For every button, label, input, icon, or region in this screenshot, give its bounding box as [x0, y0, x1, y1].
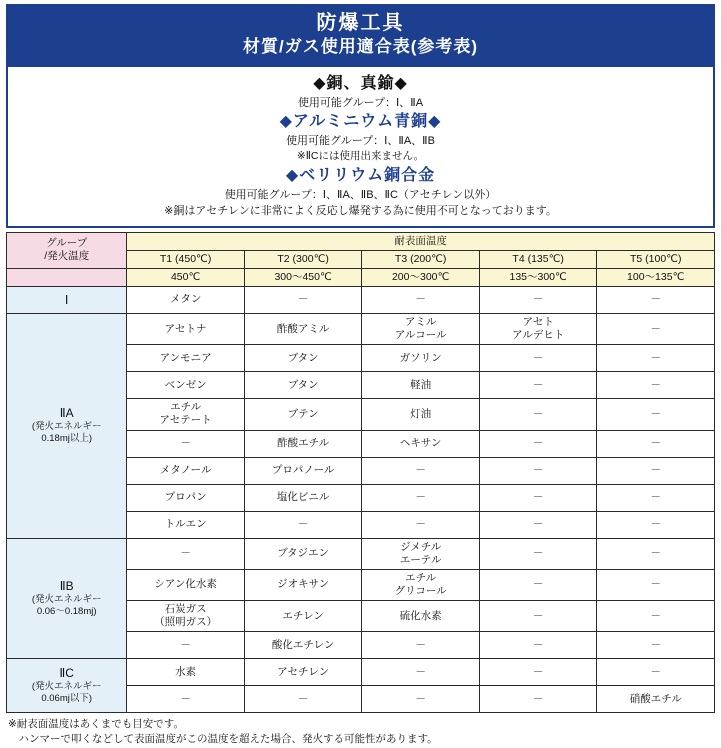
footer-notes [6, 717, 715, 747]
data-cell: ガソリン [362, 345, 480, 372]
data-cell: アセト アルデヒト [479, 314, 597, 345]
header-subtitle: 材質/ガス使用適合表(参考表) [242, 37, 479, 56]
data-cell: 酸化エチレン [244, 632, 362, 659]
data-cell: － [597, 457, 715, 484]
data-cell: ジオキサン [244, 569, 362, 600]
temp-class-header-1: T1 (450℃) [127, 250, 245, 268]
table-row [7, 287, 715, 314]
header-title: 防爆工具 [316, 12, 405, 34]
data-cell: － [127, 632, 245, 659]
data-cell: － [362, 484, 480, 511]
data-cell: － [244, 511, 362, 538]
temp-range-header-5: 100〜135℃ [597, 268, 715, 286]
data-cell: － [597, 511, 715, 538]
data-cell: 酢酸アミル [244, 314, 362, 345]
data-cell: － [362, 686, 480, 713]
data-cell: － [597, 372, 715, 399]
data-cell: － [597, 430, 715, 457]
data-cell: 灯油 [362, 399, 480, 430]
data-cell: － [597, 659, 715, 686]
data-cell: 酢酸エチル [244, 430, 362, 457]
data-cell: 水素 [127, 659, 245, 686]
temp-class-header-3: T3 (200℃) [362, 250, 480, 268]
data-cell: － [244, 686, 362, 713]
data-cell: － [479, 686, 597, 713]
note-aluminium-bronze-warning: ※ⅡCには使用出来ません。 [296, 150, 425, 163]
data-cell: － [597, 538, 715, 569]
data-cell: － [127, 430, 245, 457]
note-aluminium-bronze-groups: 使用可能グループ：Ⅰ、ⅡA、ⅡB [286, 134, 435, 147]
temp-range-header-3: 200〜300℃ [362, 268, 480, 286]
group-cell-1: Ⅰ [7, 287, 127, 314]
note-beryllium-copper-title: ◆ベリリウム銅合金 [285, 167, 436, 185]
data-cell: エチル グリコール [362, 569, 480, 600]
data-cell: アンモニア [127, 345, 245, 372]
note-beryllium-copper-groups: 使用可能グループ：Ⅰ、ⅡA、ⅡB、ⅡC（アセチレン以外） [224, 188, 497, 201]
data-cell: － [479, 399, 597, 430]
data-cell: － [362, 511, 480, 538]
data-cell: アセチレン [244, 659, 362, 686]
data-cell: シアン化水素 [127, 569, 245, 600]
data-cell: － [479, 430, 597, 457]
data-cell: ジメチル エーテル [362, 538, 480, 569]
group-header-spacer [7, 268, 127, 286]
data-cell: プロパン [127, 484, 245, 511]
data-cell: － [479, 601, 597, 632]
data-cell: － [362, 457, 480, 484]
data-cell: ブタジエン [244, 538, 362, 569]
data-cell: トルエン [127, 511, 245, 538]
data-cell: － [479, 511, 597, 538]
gas-compatibility-table [6, 232, 715, 714]
data-cell: エチレン [244, 601, 362, 632]
data-cell: － [362, 287, 480, 314]
data-cell: － [597, 569, 715, 600]
data-cell: － [479, 345, 597, 372]
data-cell: メタノール [127, 457, 245, 484]
data-cell: メタン [127, 287, 245, 314]
data-cell: － [597, 601, 715, 632]
temp-class-header-4: T4 (135℃) [479, 250, 597, 268]
data-cell: ベンゼン [127, 372, 245, 399]
data-cell: 硫化水素 [362, 601, 480, 632]
data-cell: － [479, 569, 597, 600]
table-header-row-1 [7, 232, 715, 250]
temp-range-header-2: 300〜450℃ [244, 268, 362, 286]
data-cell: － [597, 287, 715, 314]
data-cell: － [479, 538, 597, 569]
data-cell: ブタン [244, 345, 362, 372]
data-cell: － [479, 457, 597, 484]
data-cell: － [362, 659, 480, 686]
data-cell: － [127, 686, 245, 713]
data-cell: エチル アセテート [127, 399, 245, 430]
group-header-cell: グループ /発火温度 [7, 232, 127, 268]
data-cell: － [479, 632, 597, 659]
data-cell: － [597, 314, 715, 345]
data-cell: － [597, 484, 715, 511]
data-cell: － [127, 538, 245, 569]
material-notes-box [6, 67, 715, 228]
data-cell: － [479, 659, 597, 686]
table-header-row-3 [7, 268, 715, 286]
surface-temp-header-cell: 耐表面温度 [127, 232, 715, 250]
table-row [7, 659, 715, 686]
data-cell: 塩化ビニル [244, 484, 362, 511]
table-row [7, 314, 715, 345]
data-cell: ヘキサン [362, 430, 480, 457]
data-cell: ブテン [244, 399, 362, 430]
temp-class-header-5: T5 (100℃) [597, 250, 715, 268]
group-cell-3: ⅡB (発火エネルギー 0.06〜0.18mj) [7, 538, 127, 659]
temp-class-header-2: T2 (300℃) [244, 250, 362, 268]
data-cell: アミル アルコール [362, 314, 480, 345]
footer-line-1: ※耐表面温度はあくまでも目安です。 [8, 718, 184, 731]
footer-line-2: ハンマーで叩くなどして表面温度がこの温度を超えた場合、発火する可能性があります。 [8, 733, 438, 746]
note-copper-brass-groups: 使用可能グループ：Ⅰ、ⅡA [297, 96, 424, 109]
document-header [6, 4, 715, 67]
table-row [7, 538, 715, 569]
data-cell: 軽油 [362, 372, 480, 399]
note-copper-brass-title: ◆銅、真鍮◆ [313, 75, 408, 93]
data-cell: 石炭ガス （照明ガス） [127, 601, 245, 632]
data-cell: アセトナ [127, 314, 245, 345]
data-cell: － [479, 484, 597, 511]
data-cell: 硝酸エチル [597, 686, 715, 713]
note-aluminium-bronze-title: ◆アルミニウム青銅◆ [279, 113, 442, 131]
data-cell: プロパノール [244, 457, 362, 484]
data-cell: ブタン [244, 372, 362, 399]
data-cell: － [597, 399, 715, 430]
data-cell: － [362, 632, 480, 659]
temp-range-header-4: 135〜300℃ [479, 268, 597, 286]
temp-range-header-1: 450℃ [127, 268, 245, 286]
data-cell: － [479, 372, 597, 399]
data-cell: － [597, 345, 715, 372]
data-cell: － [479, 287, 597, 314]
group-cell-2: ⅡA (発火エネルギー 0.18mj以上) [7, 314, 127, 539]
data-cell: － [244, 287, 362, 314]
group-cell-4: ⅡC (発火エネルギー 0.06mj以下) [7, 659, 127, 713]
note-copper-acetylene-warning: ※銅はアセチレンに非常によく反応し爆発する為に使用不可となっております。 [164, 205, 557, 218]
data-cell: － [597, 632, 715, 659]
